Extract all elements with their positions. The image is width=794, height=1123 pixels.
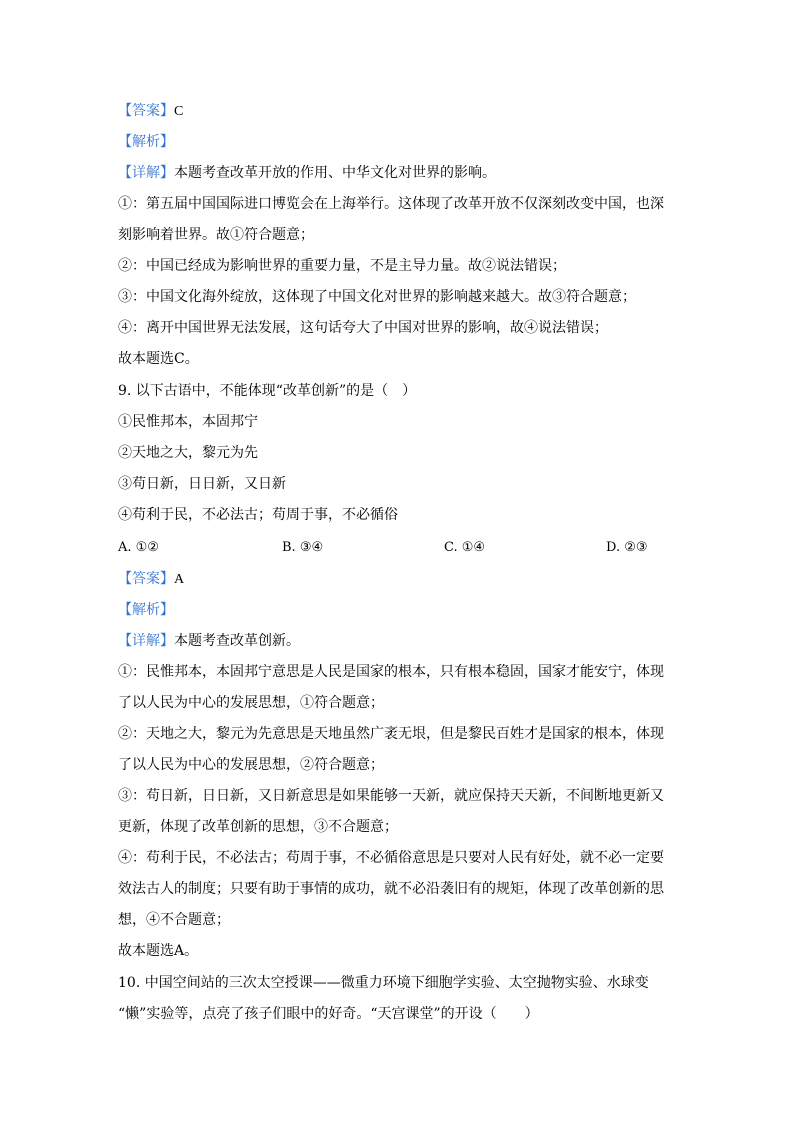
q9-item: ④苟利于民，不必法古；苟周于事，不必循俗 [118, 507, 398, 523]
q9-line: 了以人民为中心的发展思想，②符合题意； [118, 757, 384, 773]
q9-answer [118, 569, 184, 590]
q8-line: 刻影响着世界。故①符合题意； [118, 227, 314, 243]
q9-item: ③苟日新，日日新，又日新 [118, 476, 286, 492]
detail-text: 本题考查改革创新。 [174, 633, 300, 649]
q9-option-d: D. ②③ [606, 540, 648, 555]
q8-line: ②：中国已经成为影响世界的重要力量，不是主导力量。故②说法错误； [118, 258, 566, 274]
q8-line: ③：中国文化海外绽放，这体现了中国文化对世界的影响越来越大。故③符合题意； [118, 289, 636, 305]
answer-label: 【答案】 [118, 571, 174, 587]
q9-conclusion: 故本题选A。 [118, 943, 199, 959]
q9-option-a: A. ①② [118, 540, 159, 555]
q9-option-c: C. ①④ [444, 540, 486, 555]
analysis-label: 【解析】 [118, 134, 174, 150]
detail-text: 本题考查改革开放的作用、中华文化对世界的影响。 [174, 165, 496, 181]
q9-line: ①：民惟邦本，本固邦宁意思是人民是国家的根本，只有根本稳固，国家才能安宁，体现 [118, 664, 664, 680]
q9-item: ①民惟邦本，本固邦宁 [118, 414, 258, 430]
q8-line: ④：离开中国世界无法发展，这句话夸大了中国对世界的影响，故④说法错误； [118, 320, 608, 336]
q9-line: 了以人民为中心的发展思想，①符合题意； [118, 695, 384, 711]
answer-label: 【答案】 [118, 103, 174, 119]
answer-value: C [174, 104, 184, 119]
q8-line: ①：第五届中国国际进口博览会在上海举行。这体现了改革开放不仅深刻改变中国，也深 [118, 196, 664, 212]
q10-stem-line: “懒”实验等，点亮了孩子们眼中的好奇。“天宫课堂”的开设（ ） [118, 1006, 539, 1022]
q9-line: 效法古人的制度；只要有助于事情的成功，就不必沿袭旧有的规矩，体现了改革创新的思 [118, 881, 664, 897]
q8-answer [118, 101, 183, 122]
q9-line: ②：天地之大，黎元为先意思是天地虽然广袤无垠，但是黎民百姓才是国家的根本，体现 [118, 726, 664, 742]
q8-detail [118, 163, 496, 183]
q9-line: 更新，体现了改革创新的思想，③不合题意； [118, 819, 398, 835]
q9-line: ④：苟利于民，不必法古；苟周于事，不必循俗意思是只要对人民有好处，就不必一定要 [118, 850, 664, 866]
detail-label: 【详解】 [118, 633, 174, 649]
q9-stem: 9. 以下古语中，不能体现“改革创新”的是（ ） [118, 383, 417, 399]
analysis-label: 【解析】 [118, 602, 174, 618]
q9-line: 想，④不合题意； [118, 912, 230, 928]
q9-item: ②天地之大，黎元为先 [118, 445, 258, 461]
q9-option-b: B. ③④ [282, 540, 324, 555]
answer-value: A [174, 572, 185, 587]
q9-line: ③：苟日新，日日新，又日新意思是如果能够一天新，就应保持天天新，不间断地更新又 [118, 788, 664, 804]
detail-label: 【详解】 [118, 165, 174, 181]
q8-conclusion: 故本题选C。 [118, 351, 199, 367]
q9-detail [118, 631, 300, 651]
q10-stem-line: 10. 中国空间站的三次太空授课——微重力环境下细胞学实验、太空抛物实验、水球变 [118, 975, 649, 991]
